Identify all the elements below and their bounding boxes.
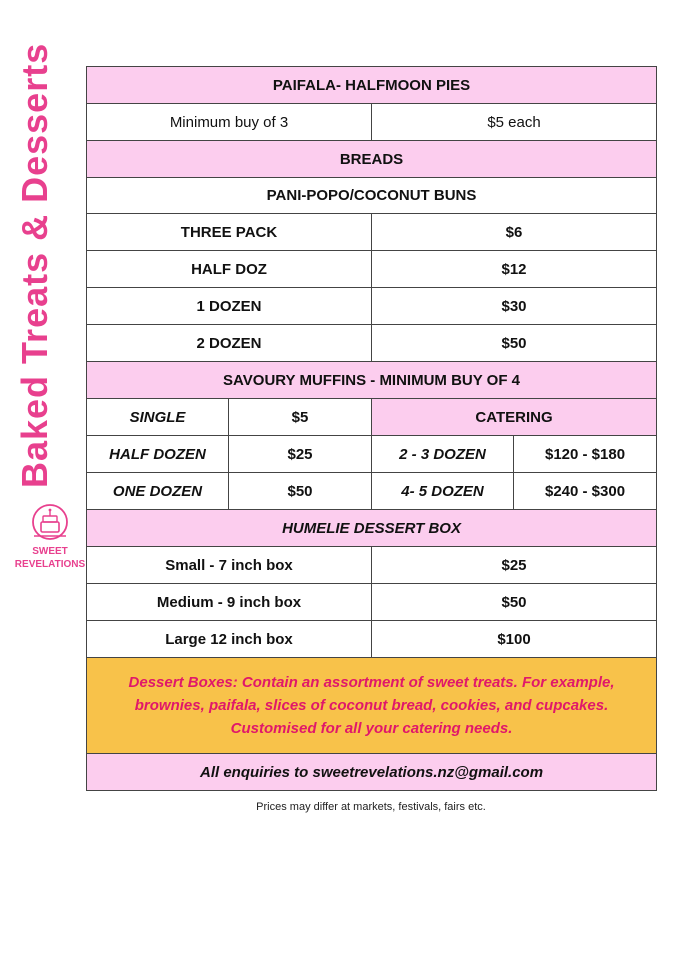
dessert-box-size: Small - 7 inch box	[87, 547, 372, 584]
brand-name-line2: REVELATIONS	[14, 559, 86, 570]
paifala-min-buy: Minimum buy of 3	[87, 104, 372, 141]
brand-logo	[12, 502, 88, 570]
dessert-box-info-line: Customised for all your catering needs.	[230, 720, 513, 737]
muffins-header: SAVOURY MUFFINS - MINIMUM BUY OF 4	[87, 362, 657, 399]
bread-row-label: 2 DOZEN	[87, 325, 372, 362]
bread-row-label: 1 DOZEN	[87, 288, 372, 325]
dessert-box-info-line: Dessert Boxes: Contain an assortment of sweet treats. For example,	[128, 674, 615, 691]
paifala-header: PAIFALA- HALFMOON PIES	[87, 67, 657, 104]
bread-row-price: $12	[372, 251, 657, 288]
muffin-row-price: $50	[229, 473, 372, 510]
paifala-price: $5 each	[372, 104, 657, 141]
muffin-row-price: $25	[229, 436, 372, 473]
footnote: Prices may differ at markets, festivals, fairs etc.	[256, 801, 486, 813]
dessert-box-size: Large 12 inch box	[87, 621, 372, 658]
muffin-single-price: $5	[229, 399, 372, 436]
bread-row-price: $30	[372, 288, 657, 325]
catering-header: CATERING	[372, 399, 657, 436]
cake-icon	[30, 502, 70, 544]
catering-price: $240 - $300	[514, 473, 657, 510]
breads-subheader: PANI-POPO/COCONUT BUNS	[87, 178, 657, 214]
bread-row-price: $6	[372, 214, 657, 251]
muffin-row-label: ONE DOZEN	[87, 473, 229, 510]
dessert-box-price: $100	[372, 621, 657, 658]
muffin-single-label: SINGLE	[87, 399, 229, 436]
dessert-box-price: $25	[372, 547, 657, 584]
muffin-row-label: HALF DOZEN	[87, 436, 229, 473]
dessert-box-info	[87, 658, 657, 754]
dessert-box-size: Medium - 9 inch box	[87, 584, 372, 621]
price-menu-table	[86, 66, 657, 791]
side-title: Baked Treats & Desserts	[14, 42, 55, 488]
bread-row-price: $50	[372, 325, 657, 362]
bread-row-label: THREE PACK	[87, 214, 372, 251]
dessert-box-header: HUMELIE DESSERT BOX	[87, 510, 657, 547]
enquiries-contact: All enquiries to sweetrevelations.nz@gmail.com	[87, 754, 657, 791]
catering-qty: 4- 5 DOZEN	[372, 473, 514, 510]
dessert-box-info-line: brownies, paifala, slices of coconut bread, cookies, and cupcakes.	[134, 697, 609, 714]
catering-price: $120 - $180	[514, 436, 657, 473]
brand-name-line1: SWEET	[32, 546, 68, 557]
catering-qty: 2 - 3 DOZEN	[372, 436, 514, 473]
breads-header: BREADS	[87, 141, 657, 178]
bread-row-label: HALF DOZ	[87, 251, 372, 288]
dessert-box-price: $50	[372, 584, 657, 621]
